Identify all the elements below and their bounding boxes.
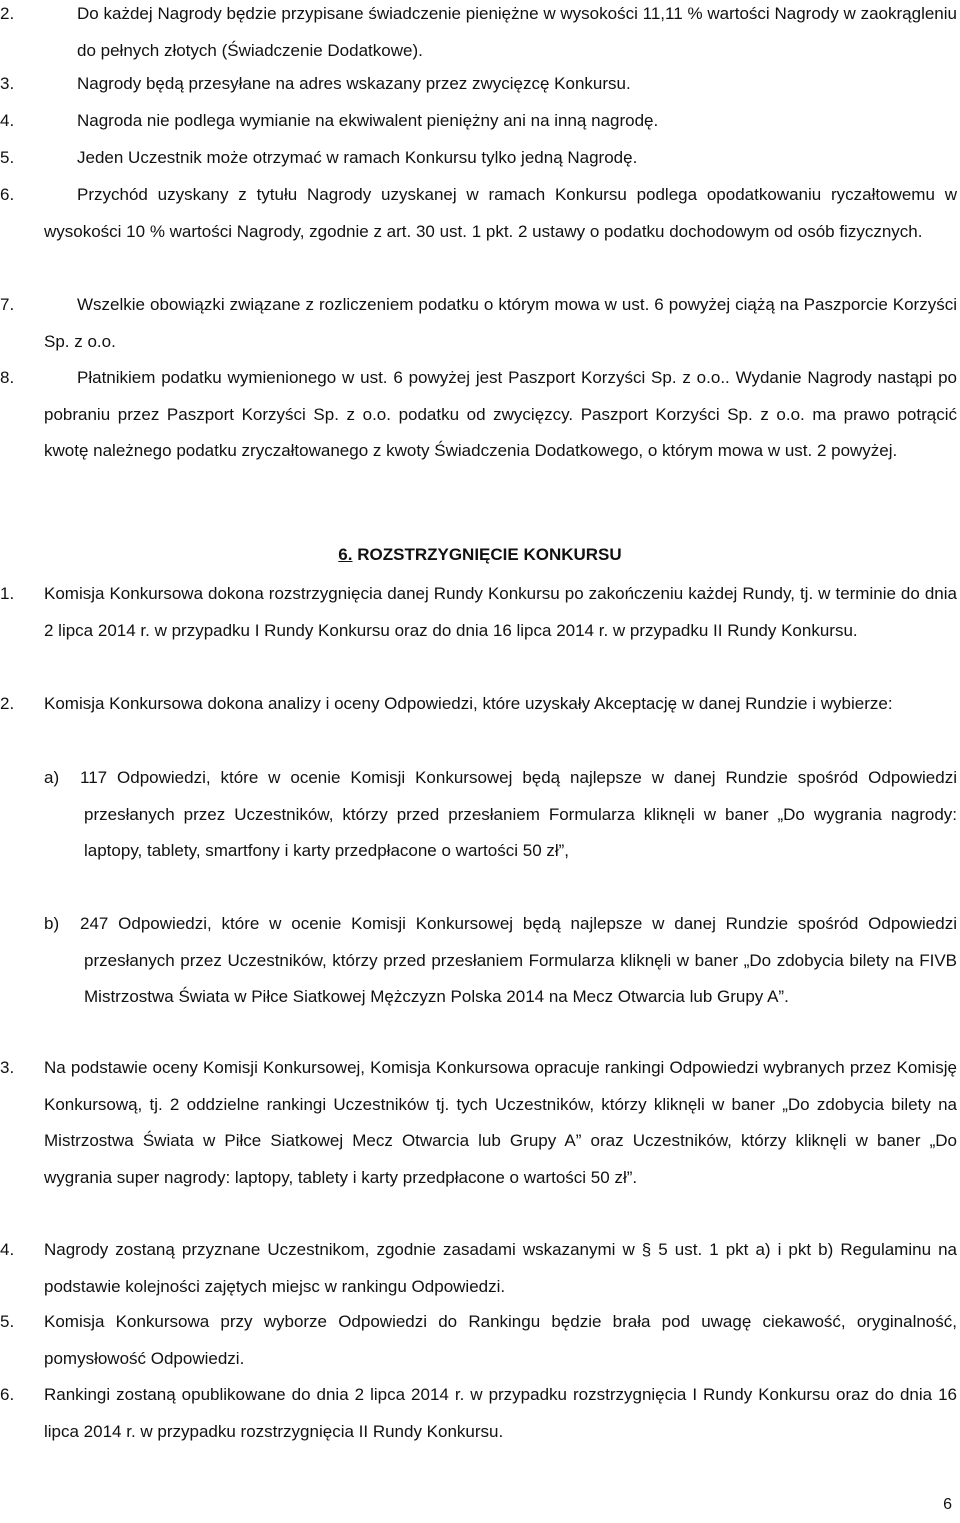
sub-list-item <box>0 906 960 1054</box>
sub-item-text: 117 Odpowiedzi, które w ocenie Komisji Konkursowej będą najlepsze w danej Rundzie spośród Odpowiedzi przesłanych przez Uczestników, którzy przed przesłaniem Formularza kliknęli w baner „Do wygrania nagrody: laptopy, tablety, smartfony i karty przedpłacone o wartości 50 zł”, <box>80 768 957 861</box>
item-text: Przychód uzyskany z tytułu Nagrody uzyskanej w ramach Konkursu podlega opodatkowaniu ryczałtowemu w wysokości 10 % wartości Nagrody, zgodnie z art. 30 ust. 1 pkt. 2 ustawy o podatku dochodowym od osób fizycznych. <box>44 185 957 241</box>
item-number: 7. <box>0 295 15 314</box>
item-text: Na podstawie oceny Komisji Konkursowej, Komisja Konkursowa opracuje rankingi Odpowiedzi wybranych przez Komisję Konkursową, tj. 2 oddzielne rankingi Uczestników tj. tych Uczestników, którzy kliknęli w baner „Do zdobycia bilety na Mistrzostwa Świata w Piłce Siatkowej Mecz Otwarcia lub Grupy A” oraz Uczestników, którzy kliknęli w baner „Do wygrania super nagrody: laptopy, tablety i karty przedpłacone o wartości 50 zł”. <box>44 1058 957 1187</box>
item-number: 5. <box>0 148 15 167</box>
item-text: Nagrody zostaną przyznane Uczestnikom, zgodnie zasadami wskazanymi w § 5 ust. 1 pkt a) i pkt b) Regulaminu na podstawie kolejności zajętych miejsc w rankingu Odpowiedzi. <box>44 1240 957 1296</box>
item-number: 1. <box>0 584 15 603</box>
item-number: 2. <box>0 4 15 23</box>
list-item <box>0 360 960 508</box>
list-item <box>0 0 960 70</box>
section-number: 6. <box>338 545 353 564</box>
item-number: 8. <box>0 368 15 387</box>
list-item <box>0 140 960 177</box>
section-heading <box>0 537 960 574</box>
item-text: Jeden Uczestnik może otrzymać w ramach Konkursu tylko jedną Nagrodę. <box>77 148 638 167</box>
sub-list-item <box>0 760 960 908</box>
list-item <box>0 1232 960 1306</box>
item-text: Wszelkie obowiązki związane z rozliczeniem podatku o którym mowa w ust. 6 powyżej ciążą na Paszporcie Korzyści Sp. z o.o. <box>44 295 957 351</box>
item-text: Nagrody będą przesyłane na adres wskazany przez zwycięzcę Konkursu. <box>77 74 631 93</box>
sub-item-text: 247 Odpowiedzi, które w ocenie Komisji Konkursowej będą najlepsze w danej Rundzie spośród Odpowiedzi przesłanych przez Uczestników, którzy przed przesłaniem Formularza kliknęli w baner „Do zdobycia bilety na FIVB Mistrzostwa Świata w Piłce Siatkowej Mężczyzn Polska 2014 na Mecz Otwarcia lub Grupy A”. <box>80 914 957 1007</box>
item-number: 5. <box>0 1312 15 1331</box>
list-item <box>0 66 960 103</box>
item-text: Rankingi zostaną opublikowane do dnia 2 lipca 2014 r. w przypadku rozstrzygnięcia I Rundy Konkursu oraz do dnia 16 lipca 2014 r. w przypadku rozstrzygnięcia II Rundy Konkursu. <box>44 1385 957 1441</box>
section-title: ROZSTRZYGNIĘCIE KONKURSU <box>357 545 622 564</box>
item-number: 3. <box>0 1058 15 1077</box>
list-item <box>0 287 960 361</box>
list-item <box>0 686 960 760</box>
page-number: 6 <box>943 1496 952 1513</box>
item-text: Komisja Konkursowa dokona analizy i oceny Odpowiedzi, które uzyskały Akceptację w danej Rundzie i wybierze: <box>44 694 893 713</box>
item-number: 3. <box>0 74 15 93</box>
item-number: 4. <box>0 111 15 130</box>
list-item <box>0 177 960 288</box>
list-item <box>0 576 960 687</box>
list-item <box>0 1050 960 1234</box>
item-text: Komisja Konkursowa dokona rozstrzygnięcia danej Rundy Konkursu po zakończeniu każdej Rundy, tj. w terminie do dnia 2 lipca 2014 r. w przypadku I Rundy Konkursu oraz do dnia 16 lipca 2014 r. w przypadku II Rundy Konkursu. <box>44 584 957 640</box>
item-text: Płatnikiem podatku wymienionego w ust. 6 powyżej jest Paszport Korzyści Sp. z o.o.. Wydanie Nagrody nastąpi po pobraniu przez Paszport Korzyści Sp. z o.o. podatku od zwycięzcy. Paszport Korzyści Sp. z o.o. ma prawo potrącić kwotę należnego podatku zryczałtowanego z kwoty Świadczenia Dodatkowego, o którym mowa w ust. 2 powyżej. <box>44 368 957 461</box>
item-text: Do każdej Nagrody będzie przypisane świadczenie pieniężne w wysokości 11,11 % wartości Nagrody w zaokrągleniu do pełnych złotych (Świadczenie Dodatkowe). <box>77 4 957 60</box>
item-text: Nagroda nie podlega wymianie na ekwiwalent pieniężny ani na inną nagrodę. <box>77 111 659 130</box>
item-number: 6. <box>0 185 15 204</box>
item-text: Komisja Konkursowa przy wyborze Odpowiedzi do Rankingu będzie brała pod uwagę ciekawość, oryginalność, pomysłowość Odpowiedzi. <box>44 1312 957 1368</box>
sub-item-letter: b) <box>44 914 60 933</box>
item-number: 2. <box>0 694 15 713</box>
list-item <box>0 103 960 140</box>
item-number: 4. <box>0 1240 15 1259</box>
list-item <box>0 1304 960 1378</box>
sub-item-letter: a) <box>44 768 60 787</box>
item-number: 6. <box>0 1385 15 1404</box>
list-item <box>0 1377 960 1451</box>
